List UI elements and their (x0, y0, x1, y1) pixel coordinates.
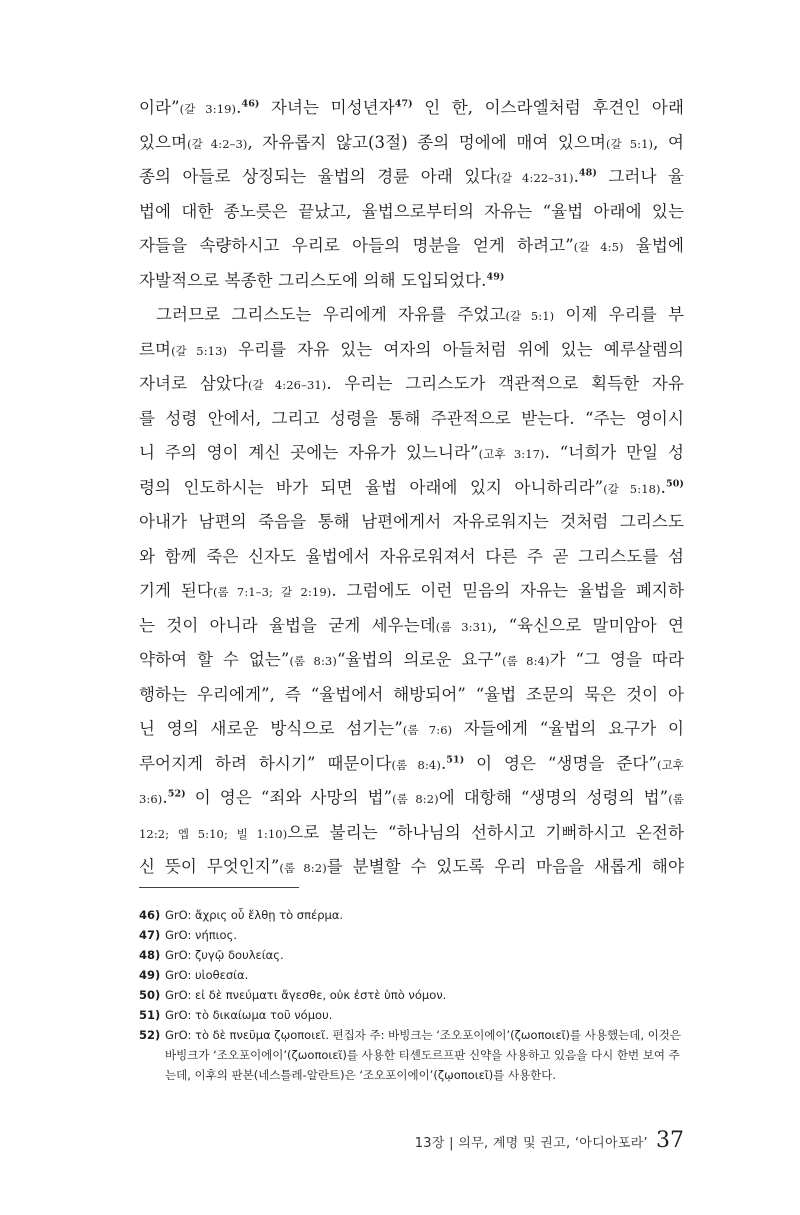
page-number: 37 (656, 1128, 684, 1153)
footnote-divider (139, 887, 299, 888)
footnotes (139, 905, 684, 1085)
text-line: 3:6).$^{52)}$ 이 영은 “죄와 사망의 법”(롬 8:2)에 대항해 “생명의 성령의 법”(롬 (139, 788, 684, 807)
page-footer (415, 1128, 684, 1153)
footnote: 48) GrO: ζυγῷ δουλείας. (139, 948, 284, 962)
footnote-ref: 46) (241, 98, 260, 110)
text-line: 자들을 속량하시고 우리로 아들의 명분을 얻게 하려고”(갈 4:5) 율법에 (139, 236, 684, 255)
footnote: 49) GrO: υἱοθεσία. (139, 968, 249, 982)
footnote: 47) GrO: νήπιος. (139, 928, 237, 942)
text-line: 닌 영의 새로운 방식으로 섬기는”(롬 7:6) 자들에게 “율법의 요구가 이 (139, 719, 685, 738)
footnote: 50) GrO: εἰ δὲ πνεύματι ἄγεσθε, οὐκ ἐστὲ ὑπὸ νόμον. (139, 988, 447, 1002)
footnote: 52) GrO: τὸ δὲ πνεῦμα ζῳοποιεῖ. 편집자 주: 바빙크는 ‘조오포이에이’(ζωοποιεῖ)를 사용했는데, 이것은 바빙크가 ‘조오포이에이’(ζωοποιεῖ)를 사용한 티센도르프판 신약을 사용하고 있음을 다시 한번 보여 주는데, 이후의 판본(네스틀레-알란트)은 ‘조오포이에이’(ζῳοποιεῖ)를 사용한다. (139, 1028, 681, 1082)
footnote-ref: 49) (486, 271, 505, 282)
text-line: 법에 대한 종노릇은 끝났고, 율법으로부터의 자유는 “율법 아래에 있는 (139, 201, 684, 221)
text-line: 와 함께 죽은 신자도 율법에서 자유로워져서 다른 주 곧 그리스도를 섬 (139, 546, 684, 566)
text-line: 기게 된다(롬 7:1–3; 갈 2:19). 그럼에도 이런 믿음의 자유는 율법을 폐지하 (139, 581, 684, 600)
text-line: 자발적으로 복종한 그리스도에 의해 도입되었다.$^{49)}$ (139, 270, 505, 290)
footnote-ref: 50) (665, 478, 684, 489)
text-line: 약하여 할 수 없는”(롬 8:3)“율법의 의로운 요구”(롬 8:4)가 “그 영을 따라 (139, 650, 684, 669)
body-text (139, 91, 684, 885)
text-line: 니 주의 영이 계신 곳에는 자유가 있느니라”(고후 3:17). “너희가 만일 성 (139, 443, 685, 462)
text-line: 는 것이 아니라 율법을 굳게 세우는데(롬 3:31), “육신으로 말미암아 연 (139, 615, 684, 635)
footnote-ref: 51) (446, 754, 465, 765)
footnote-ref: 47) (394, 98, 413, 110)
footnote: 46) GrO: ἄχρις οὗ ἔλθῃ τὸ σπέρμα. (139, 908, 344, 922)
text-line: 종의 아들로 상징되는 율법의 경륜 아래 있다(갈 4:22–31).$^{48)}$ 그러나 율 (139, 167, 684, 186)
running-head: 13장 | 의무, 계명 및 권고, ‘아디아포라’ (414, 1136, 648, 1151)
text-line: 자녀로 삼았다(갈 4:26–31). 우리는 그리스도가 객관적으로 획득한 자유 (139, 374, 684, 393)
text-line: 아내가 남편의 죽음을 통해 남편에게서 자유로워지는 것처럼 그리스도 (139, 512, 684, 531)
text-line: 령의 인도하시는 바가 되면 율법 아래에 있지 아니하리라”(갈 5:18).$^{50)}$ (139, 477, 684, 497)
text-line: 12:2; 엡 5:10; 빌 1:10)으로 불리는 “하나님의 선하시고 기뻐하시고 온전하 (139, 822, 684, 842)
text-line: 루어지게 하려 하시기” 때문이다(롬 8:4).$^{51)}$ 이 영은 “생명을 준다”(고후 (139, 753, 684, 773)
text-line: 이라”(갈 3:19).$^{46)}$ 자녀는 미성년자$^{47)}$ 인 한, 이스라엘처럼 후견인 아래 (139, 98, 684, 117)
text-line: 있으며(갈 4:2–3), 자유롭지 않고(3절) 종의 멍에에 매여 있으며(갈 5:1), 여 (139, 132, 685, 152)
text-line: 신 뜻이 무엇인지”(롬 8:2)를 분별할 수 있도록 우리 마음을 새롭게 해야 (139, 857, 684, 876)
text-line-indent: 그러므로 그리스도는 우리에게 자유를 주었고(갈 5:1) 이제 우리를 부 (156, 305, 684, 324)
text-line: 르며(갈 5:13) 우리를 자유 있는 여자의 아들처럼 위에 있는 예루살렘의 (139, 339, 685, 359)
text-line: 행하는 우리에게”, 즉 “율법에서 해방되어” “율법 조문의 묵은 것이 아 (139, 684, 684, 704)
footnote: 51) GrO: τὸ δικαίωμα τοῦ νόμου. (139, 1008, 333, 1022)
text-line: 를 성령 안에서, 그리고 성령을 통해 주관적으로 받는다. “주는 영이시 (139, 408, 684, 428)
footnote-ref: 48) (578, 167, 597, 179)
footnote-ref: 52) (167, 788, 186, 800)
